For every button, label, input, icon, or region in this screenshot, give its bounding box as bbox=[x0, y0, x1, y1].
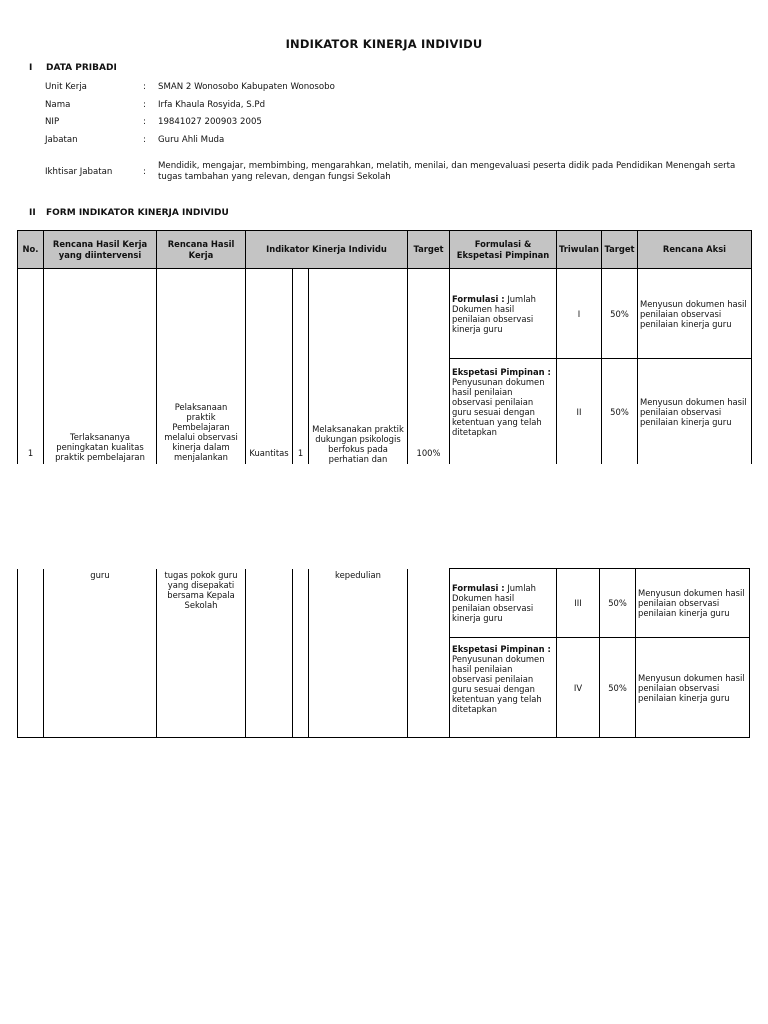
field-value: Guru Ahli Muda bbox=[158, 135, 225, 145]
field-label: NIP bbox=[45, 117, 60, 127]
cell-ekspetasi bbox=[450, 359, 557, 465]
table-header-row bbox=[18, 231, 752, 269]
cell-triwulan: II bbox=[557, 359, 602, 465]
cell-iki-cont: kepedulian bbox=[309, 569, 408, 738]
field-colon: : bbox=[143, 82, 146, 92]
iki-table bbox=[17, 230, 752, 465]
table-row bbox=[18, 269, 752, 359]
formulasi-label: Formulasi : bbox=[452, 293, 505, 304]
cell-no-cont bbox=[18, 569, 44, 738]
cell-rhk-intervensi-cont: guru bbox=[44, 569, 157, 738]
page-break-gap bbox=[0, 464, 768, 568]
cell-target-quarter: 50% bbox=[600, 569, 636, 638]
cell-triwulan: IV bbox=[557, 638, 600, 738]
section-title: FORM INDIKATOR KINERJA INDIVIDU bbox=[46, 208, 229, 218]
cell-rencana-aksi: Menyusun dokumen hasil penilaian observasi penilaian kinerja guru bbox=[637, 269, 751, 359]
header-target: Target bbox=[408, 231, 450, 269]
section-data-pribadi bbox=[29, 63, 117, 73]
cell-target: 100% bbox=[408, 269, 450, 465]
iki-table-continuation bbox=[17, 568, 750, 738]
field-value: SMAN 2 Wonosobo Kabupaten Wonosobo bbox=[158, 82, 335, 92]
field-colon: : bbox=[143, 117, 146, 127]
cell-iki-no: 1 bbox=[293, 269, 309, 465]
ekspetasi-text: Penyusunan dokumen hasil penilaian observasi penilaian guru sesuai dengan ketentuan yang telah ditetapkan bbox=[452, 654, 545, 714]
field-colon: : bbox=[143, 167, 146, 177]
header-iki: Indikator Kinerja Individu bbox=[246, 231, 408, 269]
cell-target-quarter: 50% bbox=[601, 359, 637, 465]
field-colon: : bbox=[143, 135, 146, 145]
field-label: Nama bbox=[45, 100, 71, 110]
section-title: DATA PRIBADI bbox=[46, 63, 117, 73]
header-rhk-intervensi: Rencana Hasil Kerja yang diintervensi bbox=[44, 231, 157, 269]
header-target-quarter: Target bbox=[601, 231, 637, 269]
cell-triwulan: III bbox=[557, 569, 600, 638]
table-row bbox=[18, 569, 750, 638]
field-value: Irfa Khaula Rosyida, S.Pd bbox=[158, 100, 266, 110]
field-label: Ikhtisar Jabatan bbox=[45, 167, 113, 177]
field-value: 19841027 200903 2005 bbox=[158, 117, 262, 127]
cell-target-cont bbox=[408, 569, 450, 738]
header-triwulan: Triwulan bbox=[557, 231, 602, 269]
field-label: Unit Kerja bbox=[45, 82, 87, 92]
field-value: Mendidik, mengajar, membimbing, mengarahkan, melatih, menilai, dan mengevaluasi peserta didik pada Pendidikan Menengah serta tugas tambahan yang relevan, dengan fungsi Sekolah bbox=[158, 161, 736, 182]
cell-rhk-intervensi: Terlaksananya peningkatan kualitas praktik pembelajaran bbox=[44, 269, 157, 465]
cell-triwulan: I bbox=[557, 269, 602, 359]
formulasi-text: Jumlah Dokumen hasil penilaian observasi kinerja guru bbox=[452, 583, 536, 623]
field-colon: : bbox=[143, 100, 146, 110]
cell-jenis: Kuantitas bbox=[246, 269, 293, 465]
cell-iki: Melaksanakan praktik dukungan psikologis berfokus pada perhatian dan bbox=[309, 269, 408, 465]
cell-rencana-aksi: Menyusun dokumen hasil penilaian observasi penilaian kinerja guru bbox=[636, 569, 750, 638]
header-rencana-aksi: Rencana Aksi bbox=[637, 231, 751, 269]
cell-formulasi bbox=[450, 569, 557, 638]
field-jabatan bbox=[0, 135, 768, 147]
table-continuation bbox=[17, 568, 750, 738]
ekspetasi-label: Ekspetasi Pimpinan : bbox=[452, 644, 551, 654]
cell-rencana-aksi: Menyusun dokumen hasil penilaian observasi penilaian kinerja guru bbox=[637, 359, 751, 465]
field-nama bbox=[0, 100, 768, 112]
ekspetasi-text: Penyusunan dokumen hasil penilaian observasi penilaian guru sesuai dengan ketentuan yang telah ditetapkan bbox=[452, 377, 545, 437]
cell-rhk: Pelaksanaan praktik Pembelajaran melalui observasi kinerja dalam menjalankan bbox=[157, 269, 246, 465]
cell-jenis-cont bbox=[246, 569, 293, 738]
cell-rhk-cont: tugas pokok guru yang disepakati bersama Kepala Sekolah bbox=[157, 569, 246, 738]
field-ikhtisar-jabatan bbox=[0, 161, 768, 187]
field-label: Jabatan bbox=[45, 135, 78, 145]
cell-formulasi bbox=[450, 269, 557, 359]
cell-no: 1 bbox=[18, 269, 44, 465]
cell-iki-no-cont bbox=[293, 569, 309, 738]
cell-rencana-aksi: Menyusun dokumen hasil penilaian observasi penilaian kinerja guru bbox=[636, 638, 750, 738]
cell-target-quarter: 50% bbox=[600, 638, 636, 738]
section-number: I bbox=[29, 63, 33, 73]
formulasi-text: Jumlah Dokumen hasil penilaian observasi kinerja guru bbox=[452, 293, 536, 334]
field-unit-kerja bbox=[0, 82, 768, 94]
document-title: INDIKATOR KINERJA INDIVIDU bbox=[285, 37, 483, 51]
section-form-iki bbox=[29, 208, 229, 218]
header-rhk: Rencana Hasil Kerja bbox=[157, 231, 246, 269]
header-formulasi: Formulasi & Ekspetasi Pimpinan bbox=[450, 231, 557, 269]
formulasi-label: Formulasi : bbox=[452, 583, 505, 593]
header-no: No. bbox=[18, 231, 44, 269]
ekspetasi-label: Ekspetasi Pimpinan : bbox=[452, 367, 551, 377]
cell-target-quarter: 50% bbox=[601, 269, 637, 359]
cell-ekspetasi bbox=[450, 638, 557, 738]
field-nip bbox=[0, 117, 768, 129]
section-number: II bbox=[29, 208, 36, 218]
